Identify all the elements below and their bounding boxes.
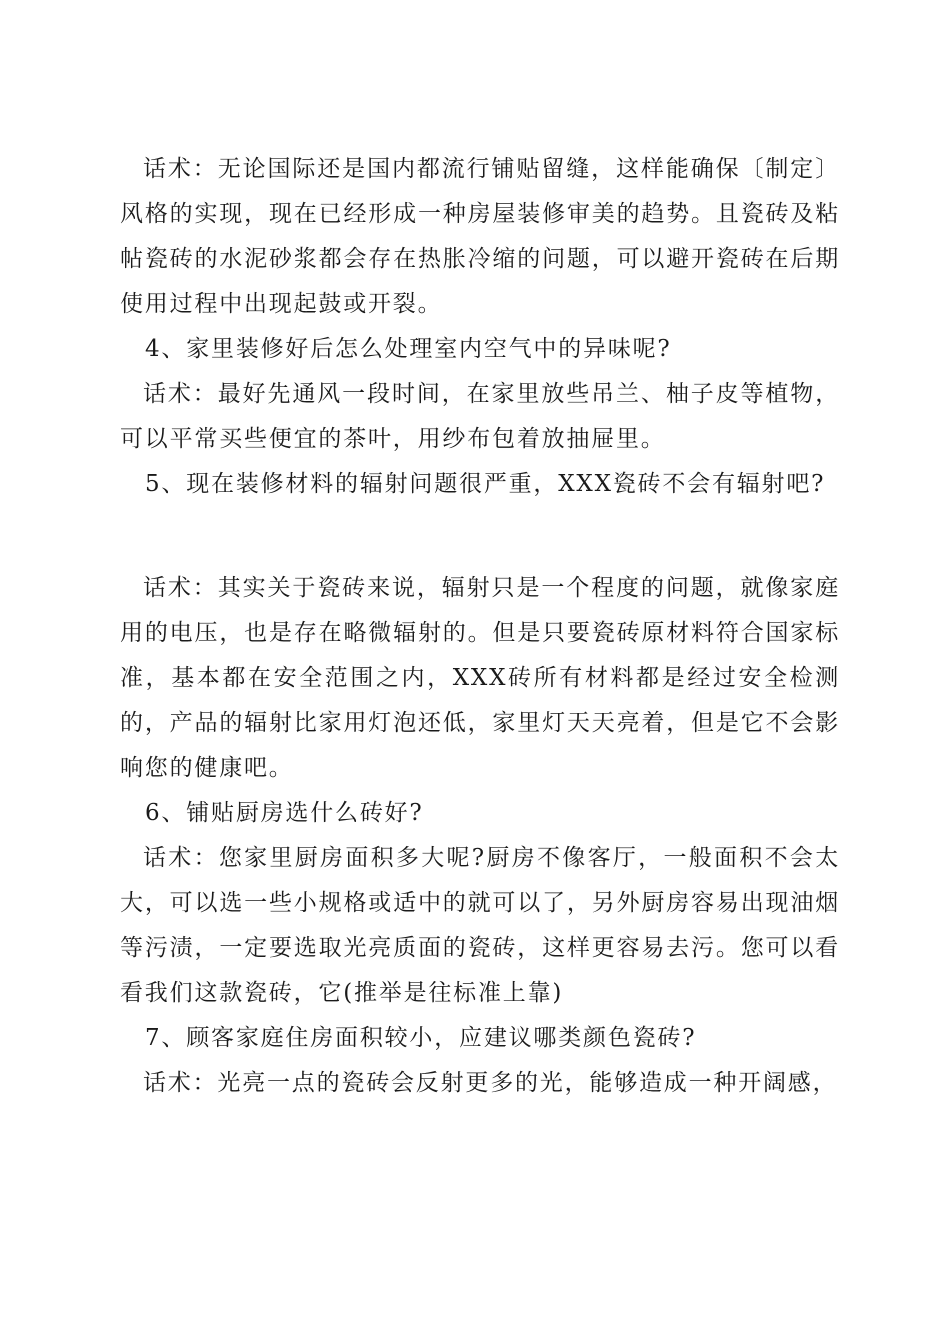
paragraph-spacer	[120, 507, 840, 566]
question-5: 5、现在装修材料的辐射问题很严重，XXX瓷砖不会有辐射吧?	[145, 471, 826, 497]
question-6: 6、铺贴厨房选什么砖好?	[145, 800, 424, 826]
answer-paragraph-kitchen: 话术：您家里厨房面积多大呢?厨房不像客厅，一般面积不会太大，可以选一些小规格或适中的就可以了，另外厨房容易出现油烟等污渍，一定要选取光亮质面的瓷砖，这样更容易去污。您可以看看我们这款瓷砖，它(推举是往标准上靠)	[120, 845, 840, 1006]
question-4: 4、家里装修好后怎么处理室内空气中的异味呢?	[145, 336, 672, 362]
answer-paragraph-tile-gap: 话术：无论国际还是国内都流行铺贴留缝，这样能确保〔制定〕风格的实现，现在已经形成一种房屋装修审美的趋势。且瓷砖及粘帖瓷砖的水泥砂浆都会存在热胀冷缩的问题，可以避开瓷砖在后期使用过程中出现起鼓或开裂。	[120, 156, 840, 317]
answer-paragraph-radiation: 话术：其实关于瓷砖来说，辐射只是一个程度的问题，就像家庭用的电压，也是存在略微辐射的。但是只要瓷砖原材料符合国家标准，基本都在安全范围之内，XXX砖所有材料都是经过安全检测的，产品的辐射比家用灯泡还低，家里灯天天亮着，但是它不会影响您的健康吧。	[120, 575, 840, 781]
answer-paragraph-odor: 话术：最好先通风一段时间，在家里放些吊兰、柚子皮等植物，可以平常买些便宜的茶叶，用纱布包着放抽屉里。	[120, 381, 840, 452]
question-7: 7、顾客家庭住房面积较小，应建议哪类颜色瓷砖?	[145, 1025, 697, 1051]
answer-paragraph-small-room: 话术：光亮一点的瓷砖会反射更多的光，能够造成一种开阔感，	[143, 1070, 838, 1096]
document-body	[120, 147, 840, 1106]
